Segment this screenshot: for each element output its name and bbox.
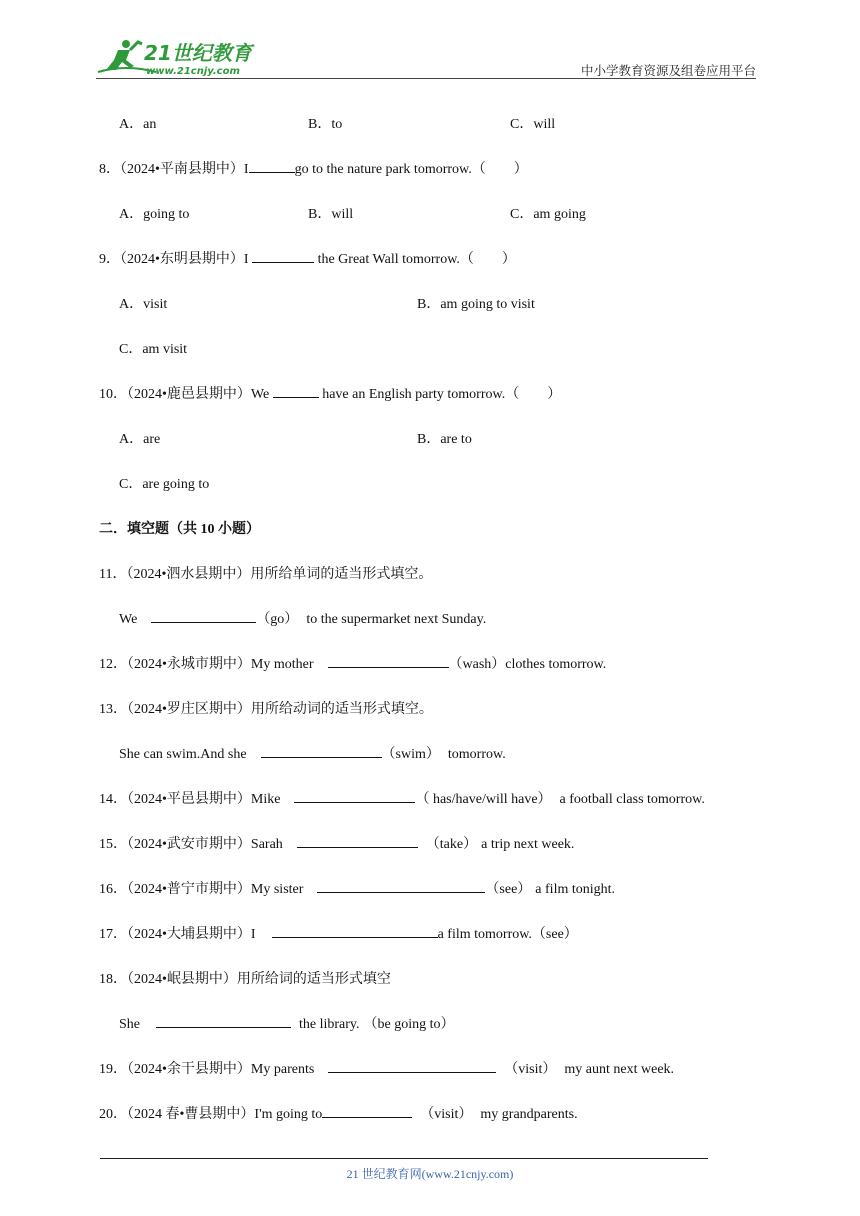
question-hint: （ has/have/will have）: [415, 792, 552, 807]
answer-blank[interactable]: [328, 653, 449, 668]
question-11: [99, 563, 432, 583]
q10-option-c: C．are going to: [119, 477, 210, 492]
question-post: a film tonight.: [535, 882, 616, 897]
question-hint: （take）: [425, 837, 478, 852]
question-20: [99, 1103, 578, 1123]
question-pre: My sister: [250, 882, 304, 897]
question-source: （2024•武安市期中）: [127, 837, 251, 852]
question-hint: （visit）: [504, 1062, 557, 1077]
answer-blank[interactable]: [322, 1103, 412, 1118]
question-17: [99, 923, 578, 943]
answer-blank[interactable]: [249, 158, 295, 173]
question-source: （2024•岷县期中）: [127, 972, 237, 987]
question-post: my aunt next week.: [564, 1062, 675, 1077]
question-hint: （visit）: [420, 1107, 473, 1122]
question-18: [99, 968, 391, 988]
question-14: [99, 788, 705, 808]
question-number: 19．: [99, 1062, 127, 1077]
question-pre: I: [243, 162, 249, 177]
question-post: a film tomorrow.（see）: [437, 927, 578, 942]
q7-option-a: A．an: [119, 117, 157, 132]
question-number: 9．: [99, 252, 120, 267]
section-title: 二．填空题（共 10 小题）: [99, 522, 260, 537]
header-divider: [96, 78, 756, 79]
question-18-body: [119, 1013, 455, 1033]
question-source: （2024•普宁市期中）: [127, 882, 251, 897]
question-source: （2024•平邑县期中）: [127, 792, 251, 807]
question-number: 15．: [99, 837, 127, 852]
question-8: [99, 158, 528, 178]
logo-url: www.21cnjy.com: [146, 66, 240, 77]
question-instruction: 用所给单词的适当形式填空。: [250, 567, 433, 582]
question-13-body: [119, 743, 506, 763]
question-source: （2024•永城市期中）: [127, 657, 251, 672]
question-source: （2024•平南县期中）: [120, 162, 244, 177]
question-number: 20．: [99, 1107, 127, 1122]
question-number: 10．: [99, 387, 127, 402]
question-post: go to the nature park tomorrow.（ ）: [294, 162, 528, 177]
question-source: （2024•罗庄区期中）: [127, 702, 251, 717]
question-post: to the supermarket next Sunday.: [306, 612, 487, 627]
answer-blank[interactable]: [156, 1013, 291, 1028]
question-number: 12．: [99, 657, 127, 672]
question-source: （2024 春•曹县期中）: [127, 1107, 255, 1122]
question-post: the library.: [299, 1017, 360, 1032]
question-source: （2024•东明县期中）: [120, 252, 244, 267]
q9-option-c: C．am visit: [119, 342, 188, 357]
question-pre: I: [250, 927, 256, 942]
answer-blank[interactable]: [151, 608, 256, 623]
question-pre: She: [119, 1017, 140, 1032]
question-number: 14．: [99, 792, 127, 807]
question-instruction: 用所给词的适当形式填空: [236, 972, 391, 987]
question-source: （2024•鹿邑县期中）: [127, 387, 251, 402]
question-number: 16．: [99, 882, 127, 897]
answer-blank[interactable]: [252, 248, 314, 263]
answer-blank[interactable]: [297, 833, 418, 848]
question-hint: （wash）: [448, 657, 506, 672]
q10-option-b: B．are to: [417, 432, 472, 447]
question-post: the Great Wall tomorrow.（ ）: [314, 252, 516, 267]
question-12: [99, 653, 606, 673]
answer-blank[interactable]: [261, 743, 382, 758]
question-source: （2024•大埔县期中）: [127, 927, 251, 942]
q9-option-a: A．visit: [119, 297, 168, 312]
question-number: 11．: [99, 567, 127, 582]
q8-option-a: A．going to: [119, 207, 190, 222]
question-post: my grandparents.: [480, 1107, 578, 1122]
question-15: [99, 833, 574, 853]
answer-blank[interactable]: [273, 383, 319, 398]
question-pre: My mother: [250, 657, 314, 672]
question-source: （2024•余干县期中）: [127, 1062, 251, 1077]
site-logo: [96, 36, 266, 80]
question-instruction: 用所给动词的适当形式填空。: [250, 702, 433, 717]
q10-option-a: A．are: [119, 432, 161, 447]
question-9: [99, 248, 516, 268]
question-source: （2024•泗水县期中）: [126, 567, 251, 582]
q8-option-c: C．am going: [510, 207, 586, 222]
logo-name: 21世纪教育: [144, 41, 252, 65]
question-13: [99, 698, 433, 718]
question-pre: She can swim.And she: [119, 747, 247, 762]
q8-option-b: B．will: [308, 207, 354, 222]
q7-option-b: B．to: [308, 117, 343, 132]
question-11-body: [119, 608, 486, 628]
question-hint: （swim）: [381, 747, 440, 762]
question-number: 8．: [99, 162, 120, 177]
question-pre: Sarah: [250, 837, 283, 852]
question-post: a trip next week.: [481, 837, 575, 852]
question-number: 18．: [99, 972, 127, 987]
q9-option-b: B．am going to visit: [417, 297, 535, 312]
answer-blank[interactable]: [272, 923, 438, 938]
question-hint: （be going to）: [363, 1017, 455, 1032]
header-platform-text: 中小学教育资源及组卷应用平台: [580, 64, 756, 78]
question-19: [99, 1058, 674, 1078]
question-post: have an English party tomorrow.（ ）: [318, 387, 562, 402]
question-post: tomorrow.: [447, 747, 506, 762]
answer-blank[interactable]: [317, 878, 485, 893]
question-pre: We: [250, 387, 273, 402]
question-number: 17．: [99, 927, 127, 942]
question-pre: We: [119, 612, 138, 627]
question-number: 13．: [99, 702, 127, 717]
question-hint: （see）: [485, 882, 532, 897]
question-16: [99, 878, 615, 898]
question-pre: I: [243, 252, 253, 267]
answer-blank[interactable]: [294, 788, 415, 803]
footer-divider: [100, 1158, 708, 1159]
question-pre: My parents: [250, 1062, 315, 1077]
q7-option-c: C．will: [510, 117, 556, 132]
question-10: [99, 383, 561, 403]
question-post: clothes tomorrow.: [505, 657, 607, 672]
question-post: a football class tomorrow.: [559, 792, 705, 807]
question-pre: Mike: [250, 792, 281, 807]
question-hint: （go）: [256, 612, 299, 627]
answer-blank[interactable]: [328, 1058, 496, 1073]
question-pre: I'm going to: [254, 1107, 323, 1122]
footer-link[interactable]: 21 世纪教育网(www.21cnjy.com): [346, 1167, 514, 1181]
